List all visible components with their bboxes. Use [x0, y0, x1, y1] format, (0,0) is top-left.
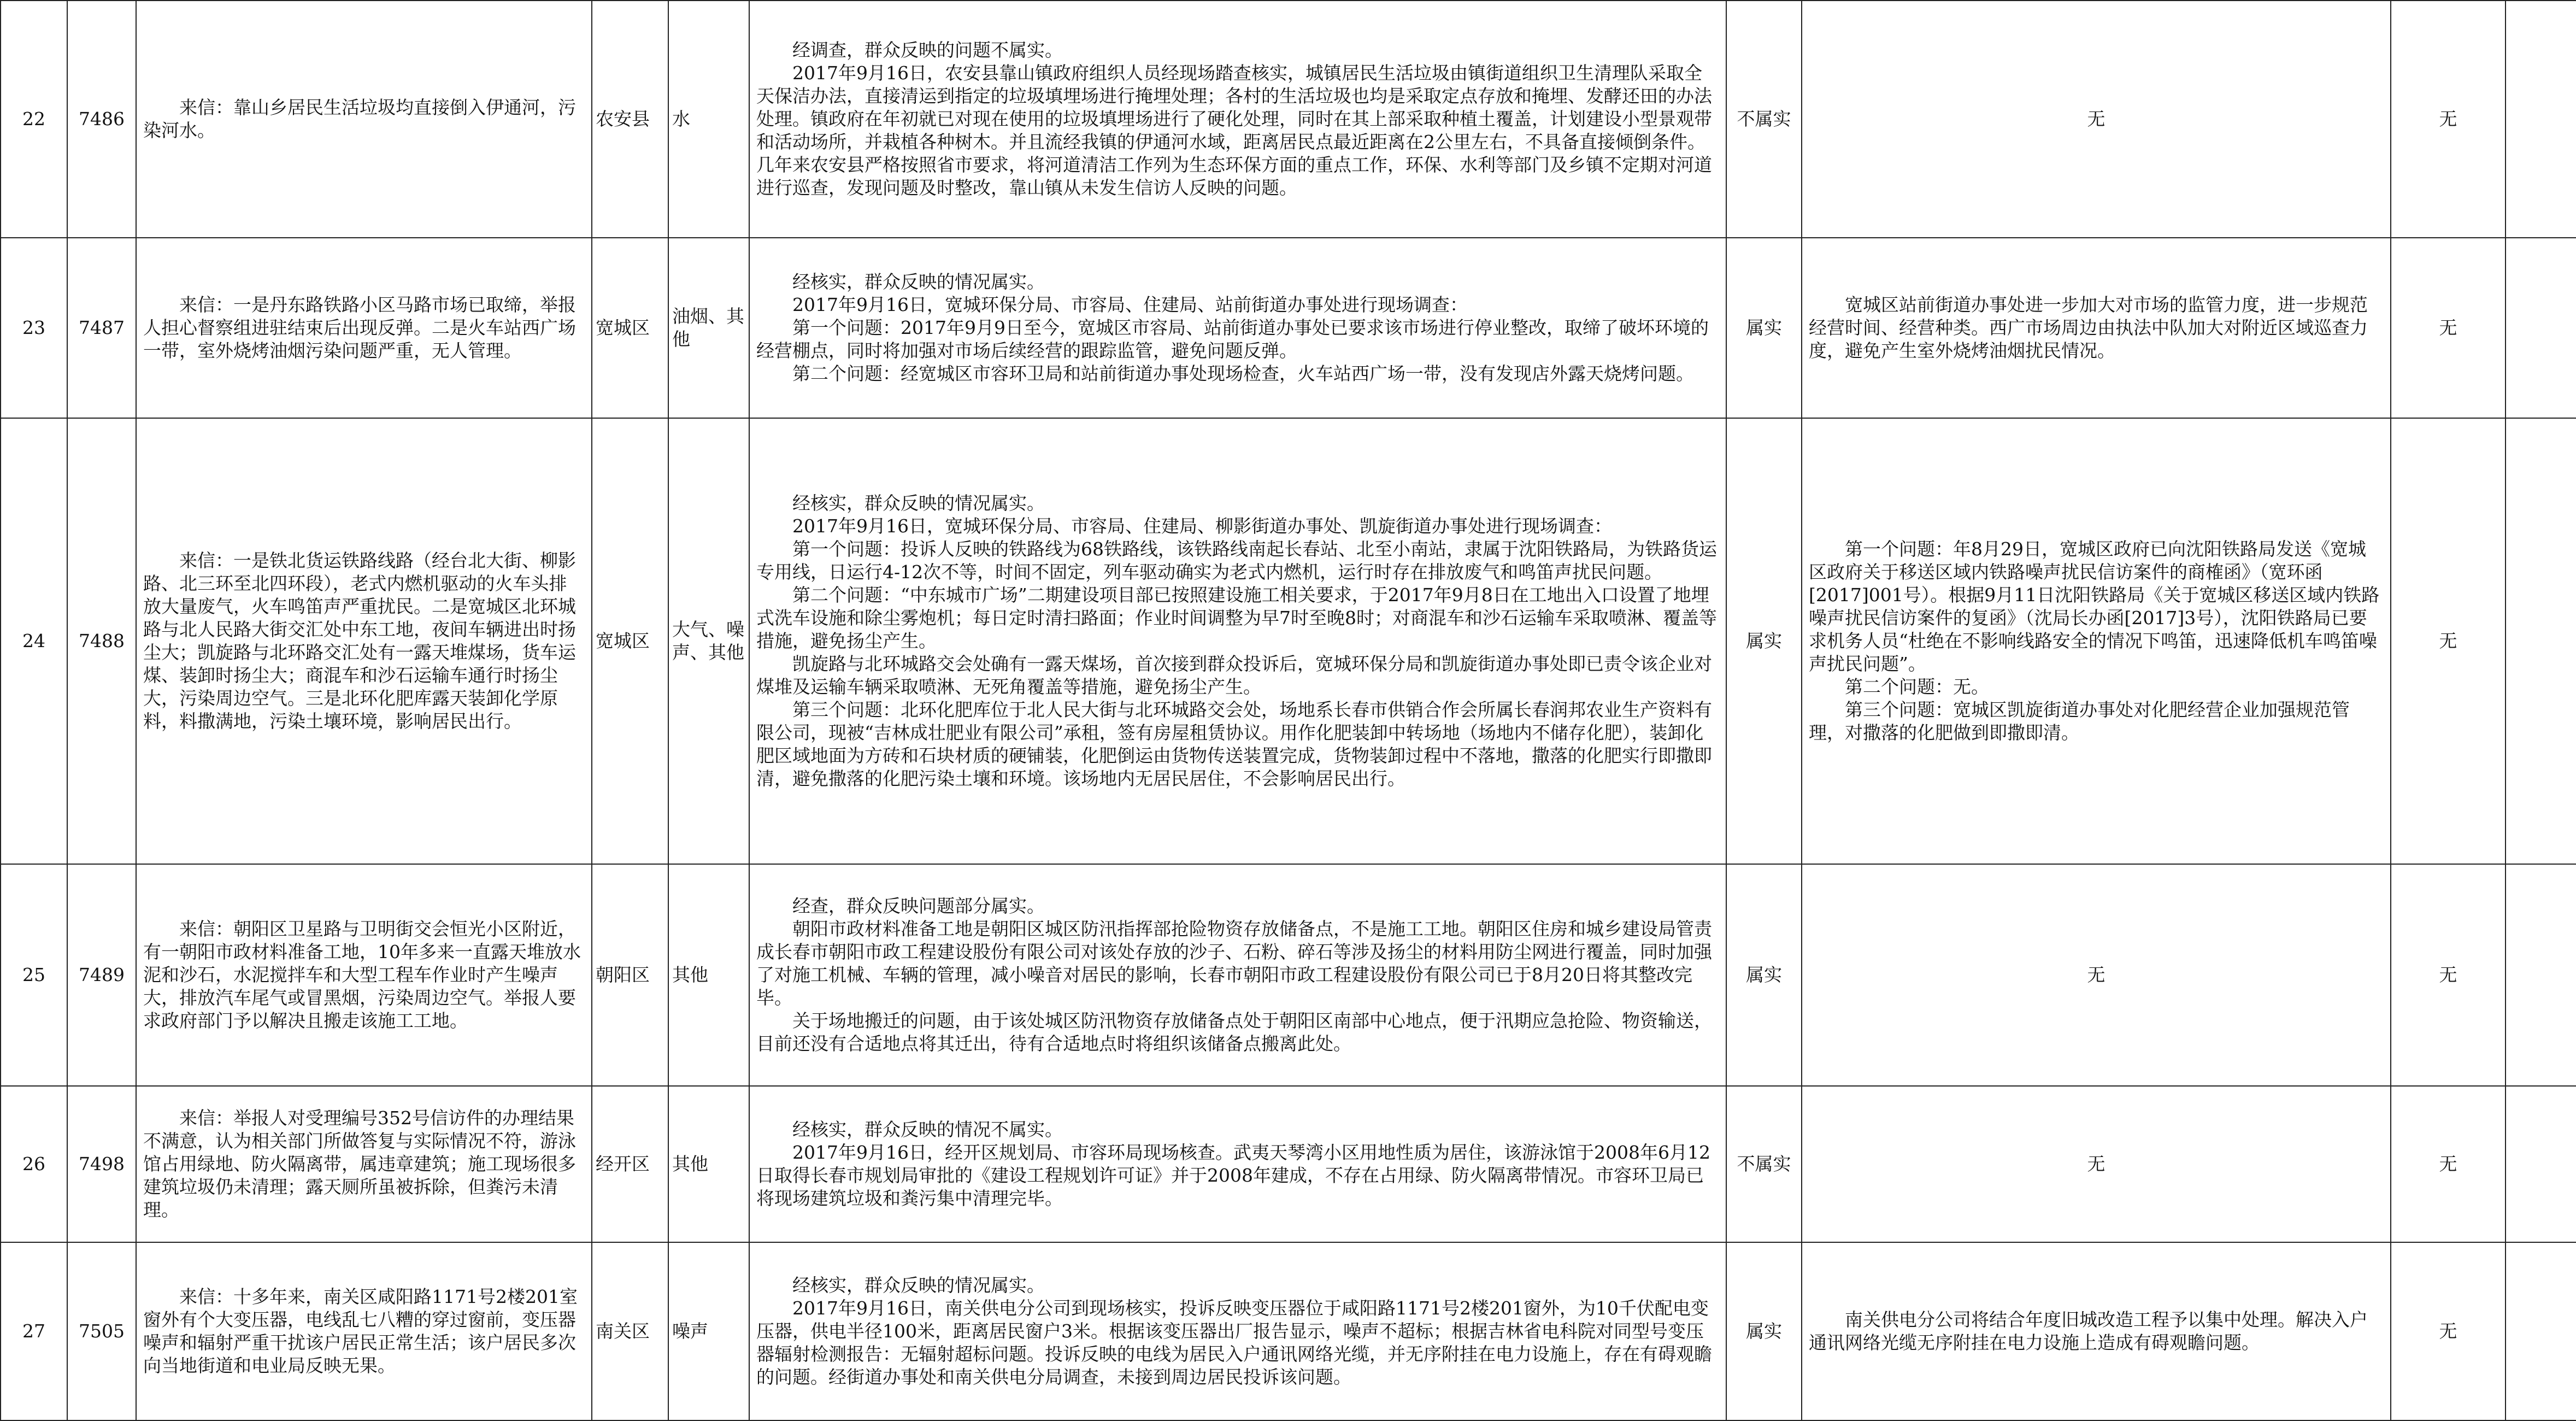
findings-cell-paragraph: 经核实，群众反映的情况属实。	[792, 492, 1045, 514]
findings-cell-paragraph: 第一个问题：2017年9月9日至今，宽城区市容局、站前街道办事处已要求该市场进行停业整改，取缔了破坏环境的经营棚点，同时将加强对市场后续经营的跟踪监管，避免问题反弹。	[756, 317, 1709, 361]
findings-cell-paragraph: 经核实，群众反映的情况属实。	[792, 1275, 1045, 1296]
case-id: 7489	[67, 864, 136, 1086]
measures-cell-paragraph: 南关供电分公司将结合年度旧城改造工程予以集中处理。解决入户通讯网络光缆无序附挂在电力设施上造成有碍观瞻问题。	[1809, 1309, 2368, 1353]
findings-cell-paragraph: 凯旋路与北环城路交会处确有一露天煤场，首次接到群众投诉后，宽城环保分局和凯旋街道办事处即已责令该企业对煤堆及运输车辆采取喷淋、无死角覆盖等措施，避免扬尘产生。	[756, 653, 1712, 697]
complaint-text: 来信：朝阳区卫星路与卫明街交会恒光小区附近，有一朝阳市政材料准备工地，10年多来一直露天堆放水泥和沙石，水泥搅拌车和大型工程车作业时产生噪声大，排放汽车尾气或冒黑烟，污染周边空气。举报人要求政府部门予以解决且搬走该施工工地。	[143, 918, 581, 1031]
verdict-cell: 不属实	[1726, 1, 1802, 238]
findings-cell	[749, 864, 1726, 1086]
measures-cell	[1802, 418, 2391, 864]
findings-cell-paragraph: 经查，群众反映问题部分属实。	[792, 895, 1045, 917]
measures-cell: 无	[1802, 864, 2391, 1086]
case-id: 7498	[67, 1086, 136, 1242]
note-cell	[2506, 418, 2576, 864]
findings-cell-paragraph: 经核实，群众反映的情况属实。	[792, 271, 1045, 292]
verdict-cell: 属实	[1726, 418, 1802, 864]
category-cell: 水	[668, 1, 749, 238]
note-cell	[2506, 238, 2576, 418]
note-cell	[2506, 864, 2576, 1086]
note-cell	[2506, 1242, 2576, 1420]
measures-cell-paragraph: 第三个问题：宽城区凯旋街道办事处对化肥经营企业加强规范管理，对撒落的化肥做到即撒即清。	[1809, 699, 2350, 743]
findings-cell-paragraph: 第二个问题：经宽城区市容环卫局和站前街道办事处现场检查，火车站西广场一带，没有发现店外露天烧烤问题。	[792, 363, 1694, 384]
table-row	[1, 1086, 2576, 1242]
row-index: 25	[1, 864, 67, 1086]
findings-cell	[749, 238, 1726, 418]
row-index: 26	[1, 1086, 67, 1242]
district-cell: 农安县	[592, 1, 668, 238]
measures-cell	[1802, 1242, 2391, 1420]
findings-cell-paragraph: 2017年9月16日，宽城环保分局、市容局、住建局、柳影街道办事处、凯旋街道办事处进行现场调查：	[792, 515, 1612, 537]
accountability-cell: 无	[2391, 1242, 2506, 1420]
measures-cell-paragraph: 第一个问题：年8月29日，宽城区政府已向沈阳铁路局发送《宽城区政府关于移送区域内铁路噪声扰民信访案件的商榷函》（宽环函[2017]001号）。根据9月11日沈阳铁路局《关于宽城区移送区域内铁路噪声扰民信访案件的复函》（沈局长办函[2017]3号），沈阳铁路局已要求机务人员“杜绝在不影响线路安全的情况下鸣笛，迅速降低机车鸣笛噪声扰民问题”。	[1809, 538, 2380, 674]
table-row	[1, 1242, 2576, 1420]
category-cell: 噪声	[668, 1242, 749, 1420]
note-cell	[2506, 1086, 2576, 1242]
complaint-cell	[136, 864, 592, 1086]
table-row	[1, 238, 2576, 418]
findings-cell-paragraph: 2017年9月16日，经开区规划局、市容环局现场核查。武夷天琴湾小区用地性质为居住，该游泳馆于2008年6月12日取得长春市规划局审批的《建设工程规划许可证》并于2008年建成，不存在占用绿、防火隔离带情况。市容环卫局已将现场建筑垃圾和粪污集中清理完毕。	[756, 1142, 1710, 1209]
findings-cell-paragraph: 第一个问题：投诉人反映的铁路线为68铁路线，该铁路线南起长春站、北至小南站，隶属于沈阳铁路局，为铁路货运专用线，日运行4-12次不等，时间不固定，列车驱动确实为老式内燃机，运行时存在排放废气和鸣笛声扰民问题。	[756, 538, 1717, 583]
findings-cell-paragraph: 经核实，群众反映的情况不属实。	[792, 1119, 1063, 1140]
findings-cell	[749, 1086, 1726, 1242]
complaint-text: 来信：一是铁北货运铁路线路（经台北大街、柳影路、北三环至北四环段），老式内燃机驱动的火车头排放大量废气，火车鸣笛声严重扰民。二是宽城区北环城路与北人民路大街交汇处中东工地，夜间车辆进出时扬尘大；凯旋路与北环路交汇处有一露天堆煤场，货车运煤、装卸时扬尘大；商混车和沙石运输车通行时扬尘大，污染周边空气。三是北环化肥库露天装卸化学原料，料撒满地，污染土壤环境，影响居民出行。	[143, 550, 576, 732]
category-cell: 油烟、其他	[668, 238, 749, 418]
complaint-text: 来信：靠山乡居民生活垃圾均直接倒入伊通河，污染河水。	[143, 97, 576, 141]
note-cell	[2506, 1, 2576, 238]
findings-cell-paragraph: 2017年9月16日，南关供电分公司到现场核实，投诉反映变压器位于咸阳路1171号2楼201窗外，为10千伏配电变压器，供电半径100米，距离居民窗户3米。根据该变压器出厂报告显示，噪声不超标；根据吉林省电科院对同型号变压器辐射检测报告：无辐射超标问题。投诉反映的电线为居民入户通讯网络光缆，并无序附挂在电力设施上，存在有碍观瞻的问题。经街道办事处和南关供电分局调查，未接到周边居民投诉该问题。	[756, 1297, 1712, 1388]
verdict-cell: 不属实	[1726, 1086, 1802, 1242]
row-index: 22	[1, 1, 67, 238]
findings-cell	[749, 1242, 1726, 1420]
complaint-text: 来信：一是丹东路铁路小区马路市场已取缔，举报人担心督察组进驻结束后出现反弹。二是火车站西广场一带，室外烧烤油烟污染问题严重，无人管理。	[143, 294, 576, 361]
complaint-cell	[136, 1, 592, 238]
table-row	[1, 1, 2576, 238]
measures-cell-paragraph: 宽城区站前街道办事处进一步加大对市场的监管力度，进一步规范经营时间、经营种类。西广市场周边由执法中队加大对附近区域巡查力度，避免产生室外烧烤油烟扰民情况。	[1809, 294, 2368, 361]
verdict-cell: 属实	[1726, 1242, 1802, 1420]
complaint-cell	[136, 418, 592, 864]
complaint-cell	[136, 1086, 592, 1242]
findings-cell-paragraph: 第二个问题：“中东城市广场”二期建设项目部已按照建设施工相关要求，于2017年9月8日在工地出入口设置了地埋式洗车设施和除尘雾炮机；每日定时清扫路面；作业时间调整为早7时至晚8时；对商混车和沙石运输车采取喷淋、覆盖等措施，避免扬尘产生。	[756, 584, 1717, 651]
category-cell: 其他	[668, 864, 749, 1086]
findings-cell	[749, 418, 1726, 864]
findings-cell	[749, 1, 1726, 238]
findings-cell-paragraph: 朝阳市政材料准备工地是朝阳区城区防汛指挥部抢险物资存放储备点，不是施工工地。朝阳区住房和城乡建设局管责成长春市朝阳市政工程建设股份有限公司对该处存放的沙子、石粉、碎石等涉及扬尘的材料用防尘网进行覆盖，同时加强了对施工机械、车辆的管理，减小噪音对居民的影响，长春市朝阳市政工程建设股份有限公司已于8月20日将其整改完毕。	[756, 918, 1712, 1008]
district-cell: 南关区	[592, 1242, 668, 1420]
row-index: 27	[1, 1242, 67, 1420]
case-id: 7487	[67, 238, 136, 418]
measures-cell	[1802, 238, 2391, 418]
complaint-text: 来信：十多年来，南关区咸阳路1171号2楼201室窗外有个大变压器，电线乱七八糟的穿过窗前，变压器噪声和辐射严重干扰该户居民正常生活；该户居民多次向当地街道和电业局反映无果。	[143, 1286, 578, 1376]
accountability-cell: 无	[2391, 1086, 2506, 1242]
category-cell: 大气、噪声、其他	[668, 418, 749, 864]
findings-cell-paragraph: 经调查，群众反映的问题不属实。	[792, 39, 1063, 61]
accountability-cell: 无	[2391, 864, 2506, 1086]
accountability-cell: 无	[2391, 238, 2506, 418]
case-id: 7488	[67, 418, 136, 864]
complaint-text: 来信：举报人对受理编号352号信访件的办理结果不满意，认为相关部门所做答复与实际情况不符，游泳馆占用绿地、防火隔离带，属违章建筑；施工现场很多建筑垃圾仍未清理；露天厕所虽被拆除，但粪污未清理。	[143, 1107, 576, 1220]
complaint-cell	[136, 238, 592, 418]
accountability-cell: 无	[2391, 418, 2506, 864]
table-row	[1, 418, 2576, 864]
complaint-cell	[136, 1242, 592, 1420]
verdict-cell: 属实	[1726, 864, 1802, 1086]
case-id: 7486	[67, 1, 136, 238]
verdict-cell: 属实	[1726, 238, 1802, 418]
findings-cell-paragraph: 2017年9月16日，宽城环保分局、市容局、住建局、站前街道办事处进行现场调查：	[792, 294, 1468, 315]
row-index: 23	[1, 238, 67, 418]
district-cell: 宽城区	[592, 418, 668, 864]
case-id: 7505	[67, 1242, 136, 1420]
findings-cell-paragraph: 2017年9月16日，农安县靠山镇政府组织人员经现场踏查核实，城镇居民生活垃圾由镇街道组织卫生清理队采取全天保洁办法，直接清运到指定的垃圾填埋场进行掩埋处理；各村的生活垃圾也均是采取定点存放和掩埋、发酵还田的办法处理。镇政府在年初就已对现在使用的垃圾填埋场进行了硬化处理，同时在其上部采取种植土覆盖，计划建设小型景观带和活动场所，并栽植各种树木。并且流经我镇的伊通河水域，距离居民点最近距离在2公里左右，不具备直接倾倒条件。几年来农安县严格按照省市要求，将河道清洁工作列为生态环保方面的重点工作，环保、水利等部门及乡镇不定期对河道进行巡查，发现问题及时整改，靠山镇从未发生信访人反映的问题。	[756, 62, 1712, 198]
findings-cell-paragraph: 第三个问题：北环化肥库位于北人民大街与北环城路交会处，场地系长春市供销合作会所属长春润邦农业生产资料有限公司，现被“吉林成壮肥业有限公司”承租，签有房屋租赁协议。用作化肥装卸中转场地（场地内不储存化肥），装卸化肥区域地面为方砖和石块材质的硬铺装，化肥倒运由货物传送装置完成，货物装卸过程中不落地，撒落的化肥实行即撒即清，避免撒落的化肥污染土壤和环境。该场地内无居民居住，不会影响居民出行。	[756, 699, 1712, 789]
category-cell: 其他	[668, 1086, 749, 1242]
measures-cell: 无	[1802, 1086, 2391, 1242]
district-cell: 朝阳区	[592, 864, 668, 1086]
district-cell: 宽城区	[592, 238, 668, 418]
accountability-cell: 无	[2391, 1, 2506, 238]
measures-cell: 无	[1802, 1, 2391, 238]
measures-cell-paragraph: 第二个问题：无。	[1845, 676, 1989, 697]
findings-cell-paragraph: 关于场地搬迁的问题，由于该处城区防汛物资存放储备点处于朝阳区南部中心地点，便于汛期应急抢险、物资输送，目前还没有合适地点将其迁出，待有合适地点时将组织该储备点搬离此处。	[756, 1010, 1712, 1054]
table-row	[1, 864, 2576, 1086]
row-index: 24	[1, 418, 67, 864]
district-cell: 经开区	[592, 1086, 668, 1242]
